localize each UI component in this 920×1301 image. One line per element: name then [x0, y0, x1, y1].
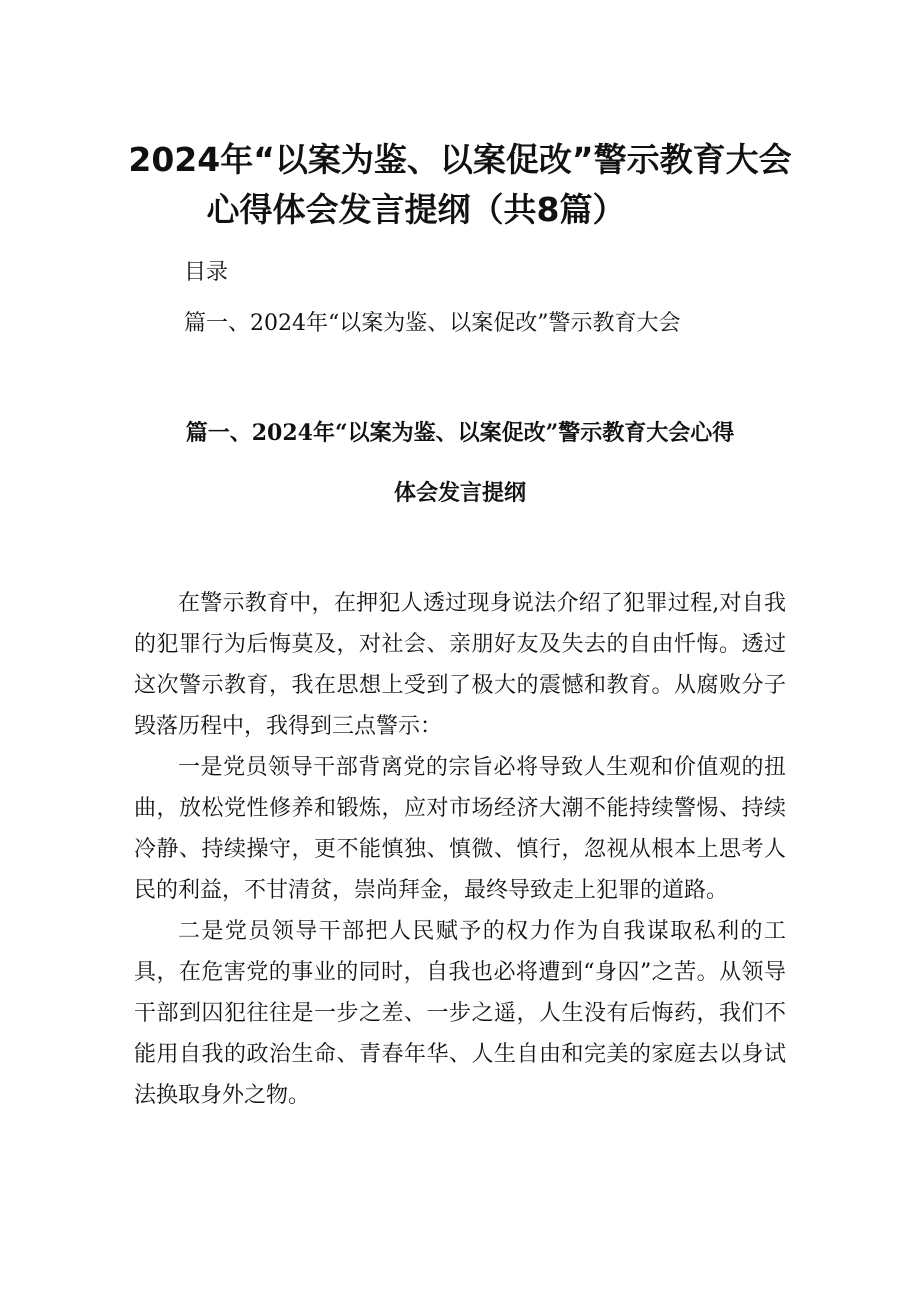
section-heading-line-1: 篇一、2024年“以案为鉴、以案促改”警示教育大会心得 [185, 420, 735, 446]
document-title-line-2: 心得体会发言提纲（共8篇） [206, 190, 626, 229]
toc-label: 目录 [184, 260, 229, 285]
paragraph-3: 二是党员领导干部把人民赋予的权力作为自我谋取私利的工具，在危害党的事业的同时，自我也必将遭到“身囚”之苦。从领导干部到囚犯往往是一步之差、一步之遥，人生没有后悔药，我们不能用自我的政治生命、青春年华、人生自由和完美的家庭去以身试法换取身外之物。 [134, 919, 786, 1108]
section-body [134, 583, 786, 1116]
paragraph-1: 在警示教育中，在押犯人透过现身说法介绍了犯罪过程,对自我的犯罪行为后悔莫及，对社会、亲朋好友及失去的自由忏悔。透过这次警示教育，我在思想上受到了极大的震憾和教育。从腐败分子毁落历程中，我得到三点警示： [134, 591, 786, 739]
section-heading-line-2: 体会发言提纲 [393, 480, 526, 506]
document-title-line-1: 2024年“以案为鉴、以案促改”警示教育大会 [128, 140, 792, 179]
paragraph-2: 一是党员领导干部背离党的宗旨必将导致人生观和价值观的扭曲，放松党性修养和锻炼，应对市场经济大潮不能持续警惕、持续冷静、持续操守，更不能慎独、慎微、慎行，忽视从根本上思考人民的利益，不甘清贫，崇尚拜金，最终导致走上犯罪的道路。 [134, 755, 786, 903]
toc-item-1[interactable]: 篇一、2024年“以案为鉴、以案促改”警示教育大会 [184, 311, 681, 336]
